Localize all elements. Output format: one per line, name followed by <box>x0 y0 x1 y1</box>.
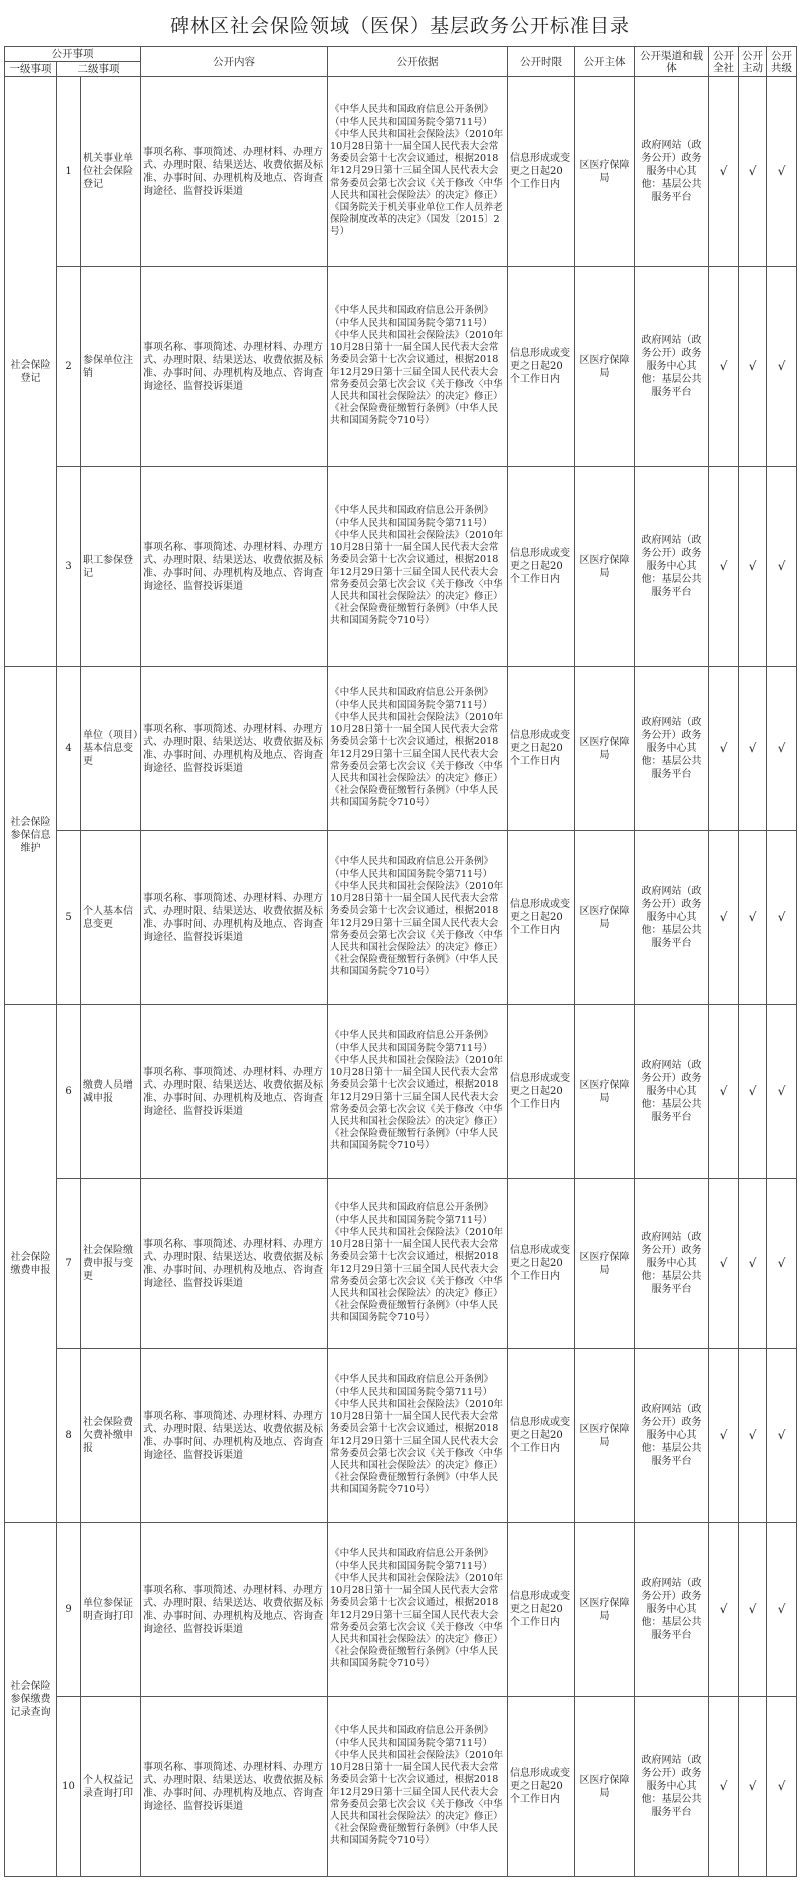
group-name-cell: 社会保险登记 <box>5 77 57 667</box>
disclosure-table <box>4 46 797 1877</box>
subject-cell: 区医疗保障局 <box>575 831 635 1005</box>
row-number-cell: 2 <box>57 267 81 467</box>
content-cell: 事项名称、事项简述、办理材料、办理方式、办理时限、结果送达、收费依据及标准、办事时间、办理机构及地点、咨询查询途径、监督投诉渠道 <box>141 267 328 467</box>
group-name-cell: 社会保险参保缴费记录查询 <box>5 1523 57 1877</box>
subject-cell: 区医疗保障局 <box>575 1349 635 1523</box>
content-cell: 事项名称、事项简述、办理材料、办理方式、办理时限、结果送达、收费依据及标准、办事时间、办理机构及地点、咨询查询途径、监督投诉渠道 <box>141 1523 328 1697</box>
channel-cell: 政府网站（政务公开）政务服务中心其他：基层公共服务平台 <box>635 1179 709 1349</box>
item-name-cell: 个人权益记录查询打印 <box>81 1697 141 1877</box>
basis-cell: 《中华人民共和国政府信息公开条例》（中华人民共和国国务院令第711号）《中华人民共和国社会保险法》（2010年10月28日第十一届全国人民代表大会常务委员会第十七次会议通过，根据2018年12月29日第十三届全国人民代表大会常务委员会第七次会议《关于修改〈中华人民共和国社会保险法〉的决定》修正）《社会保险费征缴暂行条例》（中华人民共和国国务院令710号） <box>328 1005 508 1179</box>
document-title: 碑林区社会保险领域（医保）基层政务公开标准目录 <box>169 15 630 37</box>
subject-cell: 区医疗保障局 <box>575 667 635 831</box>
table-row <box>5 667 797 831</box>
basis-cell: 《中华人民共和国政府信息公开条例》（中华人民共和国国务院令第711号）《中华人民共和国社会保险法》（2010年10月28日第十一届全国人民代表大会常务委员会第十七次会议通过，根据2018年12月29日第十三届全国人民代表大会常务委员会第七次会议《关于修改〈中华人民共和国社会保险法〉的决定》修正）《社会保险费征缴暂行条例》（中华人民共和国国务院令710号） <box>328 1697 508 1877</box>
row-number-cell: 5 <box>57 831 81 1005</box>
basis-cell: 《中华人民共和国政府信息公开条例》（中华人民共和国国务院令第711号）《中华人民共和国社会保险法》（2010年10月28日第十一届全国人民代表大会常务委员会第十七次会议通过，根据2018年12月29日第十三届全国人民代表大会常务委员会第七次会议《关于修改〈中华人民共和国社会保险法〉的决定》修正）《社会保险费征缴暂行条例》（中华人民共和国国务院令710号） <box>328 467 508 667</box>
channel-cell: 政府网站（政务公开）政务服务中心其他：基层公共服务平台 <box>635 667 709 831</box>
row-number-cell: 7 <box>57 1179 81 1349</box>
time-limit-cell: 信息形成或变更之日起20个工作日内 <box>508 667 575 831</box>
header-level2: 二级事项 <box>57 62 141 77</box>
header-basis: 公开依据 <box>328 47 508 77</box>
time-limit-cell: 信息形成或变更之日起20个工作日内 <box>508 1349 575 1523</box>
scope-all-check: √ <box>709 1179 739 1349</box>
scope-all-check: √ <box>709 1349 739 1523</box>
scope-level-check: √ <box>767 831 797 1005</box>
scope-active-check: √ <box>739 1697 767 1877</box>
item-name-cell: 单位（项目）基本信息变更 <box>81 667 141 831</box>
channel-cell: 政府网站（政务公开）政务服务中心其他：基层公共服务平台 <box>635 1523 709 1697</box>
scope-active-check: √ <box>739 1349 767 1523</box>
basis-cell: 《中华人民共和国政府信息公开条例》（中华人民共和国国务院令第711号）《中华人民共和国社会保险法》（2010年10月28日第十一届全国人民代表大会常务委员会第十七次会议通过，根据2018年12月29日第十三届全国人民代表大会常务委员会第七次会议《关于修改〈中华人民共和国社会保险法〉的决定》修正）《社会保险费征缴暂行条例》（中华人民共和国国务院令710号） <box>328 1349 508 1523</box>
scope-all-check: √ <box>709 467 739 667</box>
time-limit-cell: 信息形成或变更之日起20个工作日内 <box>508 467 575 667</box>
scope-level-check: √ <box>767 667 797 831</box>
scope-all-check: √ <box>709 831 739 1005</box>
group-name-cell: 社会保险参保信息维护 <box>5 667 57 1005</box>
item-name-cell: 社会保险缴费申报与变更 <box>81 1179 141 1349</box>
header-level1: 一级事项 <box>5 62 57 77</box>
scope-active-check: √ <box>739 77 767 267</box>
scope-level-check: √ <box>767 1523 797 1697</box>
header-item-group: 公开事项 <box>5 47 141 62</box>
basis-cell: 《中华人民共和国政府信息公开条例》（中华人民共和国国务院令第711号）《中华人民共和国社会保险法》（2010年10月28日第十一届全国人民代表大会常务委员会第十七次会议通过，根据2018年12月29日第十三届全国人民代表大会常务委员会第七次会议《关于修改〈中华人民共和国社会保险法〉的决定》修正）《社会保险费征缴暂行条例》（中华人民共和国国务院令710号） <box>328 831 508 1005</box>
subject-cell: 区医疗保障局 <box>575 1697 635 1877</box>
subject-cell: 区医疗保障局 <box>575 267 635 467</box>
channel-cell: 政府网站（政务公开）政务服务中心其他：基层公共服务平台 <box>635 1349 709 1523</box>
row-number-cell: 4 <box>57 667 81 831</box>
scope-active-check: √ <box>739 831 767 1005</box>
table-row <box>5 77 797 267</box>
row-number-cell: 10 <box>57 1697 81 1877</box>
content-cell: 事项名称、事项简述、办理材料、办理方式、办理时限、结果送达、收费依据及标准、办事时间、办理机构及地点、咨询查询途径、监督投诉渠道 <box>141 1349 328 1523</box>
table-row <box>5 267 797 467</box>
scope-active-check: √ <box>739 667 767 831</box>
basis-cell: 《中华人民共和国政府信息公开条例》（中华人民共和国国务院令第711号）《中华人民共和国社会保险法》（2010年10月28日第十一届全国人民代表大会常务委员会第十七次会议通过，根据2018年12月29日第十三届全国人民代表大会常务委员会第七次会议《关于修改〈中华人民共和国社会保险法〉的决定》修正）《社会保险费征缴暂行条例》（中华人民共和国国务院令710号） <box>328 267 508 467</box>
time-limit-cell: 信息形成或变更之日起20个工作日内 <box>508 1005 575 1179</box>
item-name-cell: 机关事业单位社会保险登记 <box>81 77 141 267</box>
basis-cell: 《中华人民共和国政府信息公开条例》（中华人民共和国国务院令第711号）《中华人民共和国社会保险法》（2010年10月28日第十一届全国人民代表大会常务委员会第十七次会议通过，根据2018年12月29日第十三届全国人民代表大会常务委员会第七次会议《关于修改〈中华人民共和国社会保险法〉的决定》修正）《社会保险费征缴暂行条例》（中华人民共和国国务院令710号） <box>328 1179 508 1349</box>
subject-cell: 区医疗保障局 <box>575 1005 635 1179</box>
channel-cell: 政府网站（政务公开）政务服务中心其他：基层公共服务平台 <box>635 77 709 267</box>
table-row <box>5 1005 797 1179</box>
channel-cell: 政府网站（政务公开）政务服务中心其他：基层公共服务平台 <box>635 467 709 667</box>
scope-level-check: √ <box>767 77 797 267</box>
subject-cell: 区医疗保障局 <box>575 1179 635 1349</box>
content-cell: 事项名称、事项简述、办理材料、办理方式、办理时限、结果送达、收费依据及标准、办事时间、办理机构及地点、咨询查询途径、监督投诉渠道 <box>141 467 328 667</box>
time-limit-cell: 信息形成或变更之日起20个工作日内 <box>508 1523 575 1697</box>
row-number-cell: 6 <box>57 1005 81 1179</box>
scope-active-check: √ <box>739 1523 767 1697</box>
basis-cell: 《中华人民共和国政府信息公开条例》（中华人民共和国国务院令第711号）《中华人民共和国社会保险法》（2010年10月28日第十一届全国人民代表大会常务委员会第十七次会议通过，根据2018年12月29日第十三届全国人民代表大会常务委员会第七次会议《关于修改〈中华人民共和国社会保险法〉的决定》修正）《社会保险费征缴暂行条例》（中华人民共和国国务院令710号） <box>328 1523 508 1697</box>
table-row <box>5 467 797 667</box>
subject-cell: 区医疗保障局 <box>575 77 635 267</box>
scope-active-check: √ <box>739 1179 767 1349</box>
row-number-cell: 8 <box>57 1349 81 1523</box>
header-scope-active: 公开主动 <box>739 47 767 77</box>
table-row <box>5 1523 797 1697</box>
time-limit-cell: 信息形成或变更之日起20个工作日内 <box>508 1697 575 1877</box>
content-cell: 事项名称、事项简述、办理材料、办理方式、办理时限、结果送达、收费依据及标准、办事时间、办理机构及地点、咨询查询途径、监督投诉渠道 <box>141 667 328 831</box>
item-name-cell: 缴费人员增减申报 <box>81 1005 141 1179</box>
content-cell: 事项名称、事项简述、办理材料、办理方式、办理时限、结果送达、收费依据及标准、办事时间、办理机构及地点、咨询查询途径、监督投诉渠道 <box>141 77 328 267</box>
item-name-cell: 单位参保证明查询打印 <box>81 1523 141 1697</box>
item-name-cell: 社会保险费欠费补缴申报 <box>81 1349 141 1523</box>
channel-cell: 政府网站（政务公开）政务服务中心其他：基层公共服务平台 <box>635 267 709 467</box>
scope-level-check: √ <box>767 1005 797 1179</box>
row-number-cell: 1 <box>57 77 81 267</box>
scope-all-check: √ <box>709 77 739 267</box>
content-cell: 事项名称、事项简述、办理材料、办理方式、办理时限、结果送达、收费依据及标准、办事时间、办理机构及地点、咨询查询途径、监督投诉渠道 <box>141 1179 328 1349</box>
scope-active-check: √ <box>739 1005 767 1179</box>
scope-all-check: √ <box>709 1523 739 1697</box>
table-row <box>5 1179 797 1349</box>
header-time: 公开时限 <box>508 47 575 77</box>
row-number-cell: 9 <box>57 1523 81 1697</box>
time-limit-cell: 信息形成或变更之日起20个工作日内 <box>508 267 575 467</box>
table-row <box>5 831 797 1005</box>
time-limit-cell: 信息形成或变更之日起20个工作日内 <box>508 77 575 267</box>
header-subject: 公开主体 <box>575 47 635 77</box>
item-name-cell: 职工参保登记 <box>81 467 141 667</box>
subject-cell: 区医疗保障局 <box>575 467 635 667</box>
content-cell: 事项名称、事项简述、办理材料、办理方式、办理时限、结果送达、收费依据及标准、办事时间、办理机构及地点、咨询查询途径、监督投诉渠道 <box>141 1005 328 1179</box>
header-content: 公开内容 <box>141 47 328 77</box>
header-scope-all: 公开全社 <box>709 47 739 77</box>
scope-level-check: √ <box>767 1697 797 1877</box>
scope-all-check: √ <box>709 667 739 831</box>
basis-cell: 《中华人民共和国政府信息公开条例》（中华人民共和国国务院令第711号）《中华人民共和国社会保险法》（2010年10月28日第十一届全国人民代表大会常务委员会第十七次会议通过，根据2018年12月29日第十三届全国人民代表大会常务委员会第七次会议《关于修改〈中华人民共和国社会保险法〉的决定》修正）《国务院关于机关事业单位工作人员养老保险制度改革的决定》（国发〔2015〕2号） <box>328 77 508 267</box>
time-limit-cell: 信息形成或变更之日起20个工作日内 <box>508 831 575 1005</box>
scope-active-check: √ <box>739 267 767 467</box>
basis-cell: 《中华人民共和国政府信息公开条例》（中华人民共和国国务院令第711号）《中华人民共和国社会保险法》（2010年10月28日第十一届全国人民代表大会常务委员会第十七次会议通过，根据2018年12月29日第十三届全国人民代表大会常务委员会第七次会议《关于修改〈中华人民共和国社会保险法〉的决定》修正）《社会保险费征缴暂行条例》（中华人民共和国国务院令710号） <box>328 667 508 831</box>
scope-all-check: √ <box>709 267 739 467</box>
header-channel: 公开渠道和载体 <box>635 47 709 77</box>
scope-all-check: √ <box>709 1697 739 1877</box>
scope-level-check: √ <box>767 1179 797 1349</box>
channel-cell: 政府网站（政务公开）政务服务中心其他：基层公共服务平台 <box>635 1005 709 1179</box>
table-row <box>5 1697 797 1877</box>
scope-level-check: √ <box>767 1349 797 1523</box>
item-name-cell: 参保单位注销 <box>81 267 141 467</box>
row-number-cell: 3 <box>57 467 81 667</box>
scope-level-check: √ <box>767 267 797 467</box>
channel-cell: 政府网站（政务公开）政务服务中心其他：基层公共服务平台 <box>635 831 709 1005</box>
item-name-cell: 个人基本信息变更 <box>81 831 141 1005</box>
group-name-cell: 社会保险缴费申报 <box>5 1005 57 1523</box>
header-scope-level: 公开共级 <box>767 47 797 77</box>
scope-level-check: √ <box>767 467 797 667</box>
channel-cell: 政府网站（政务公开）政务服务中心其他：基层公共服务平台 <box>635 1697 709 1877</box>
table-row <box>5 1349 797 1523</box>
subject-cell: 区医疗保障局 <box>575 1523 635 1697</box>
content-cell: 事项名称、事项简述、办理材料、办理方式、办理时限、结果送达、收费依据及标准、办事时间、办理机构及地点、咨询查询途径、监督投诉渠道 <box>141 831 328 1005</box>
time-limit-cell: 信息形成或变更之日起20个工作日内 <box>508 1179 575 1349</box>
content-cell: 事项名称、事项简述、办理材料、办理方式、办理时限、结果送达、收费依据及标准、办事时间、办理机构及地点、咨询查询途径、监督投诉渠道 <box>141 1697 328 1877</box>
scope-active-check: √ <box>739 467 767 667</box>
scope-all-check: √ <box>709 1005 739 1179</box>
